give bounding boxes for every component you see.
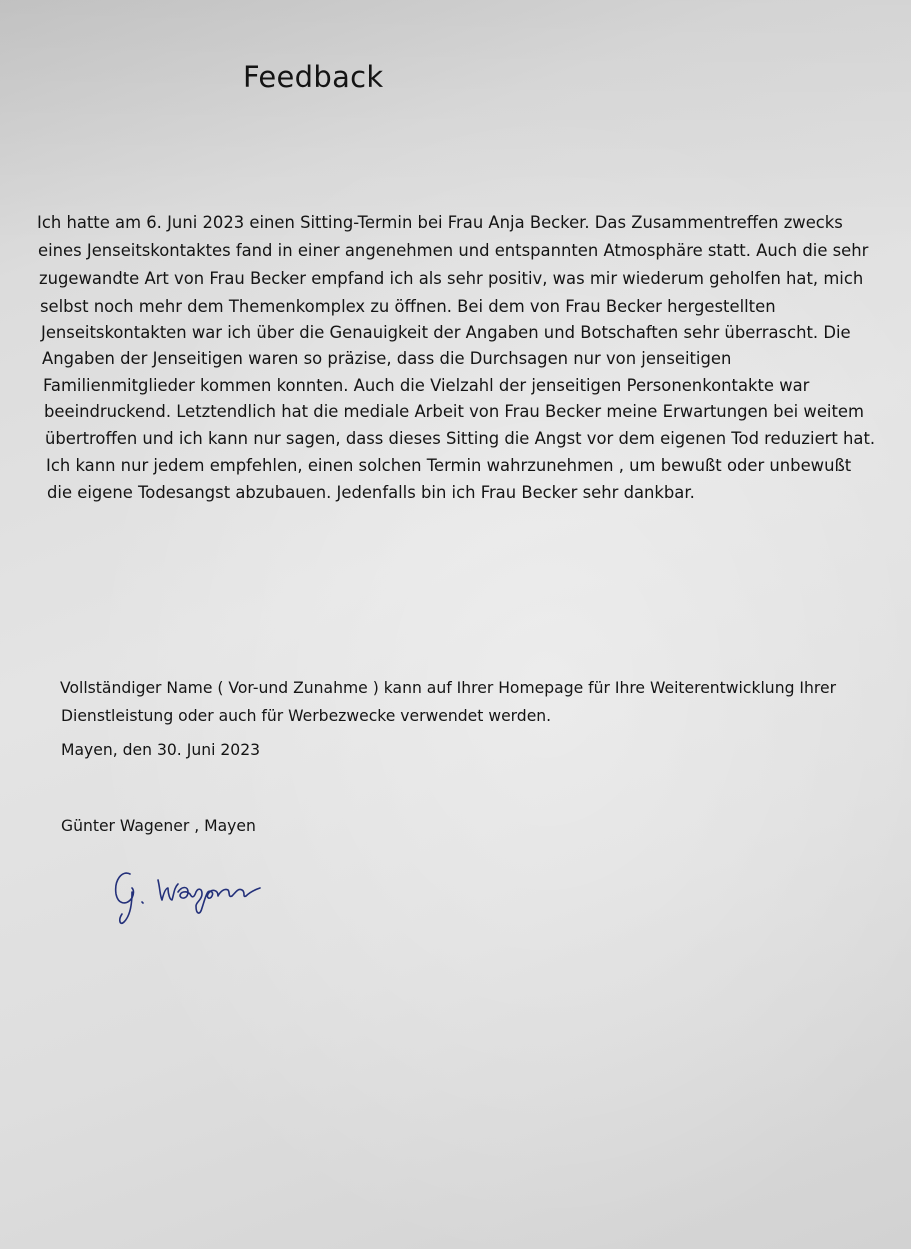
handwritten-signature bbox=[108, 862, 273, 932]
body-line-6: Angaben der Jenseitigen waren so präzise, dass die Durchsagen nur von jenseitigen bbox=[42, 349, 732, 368]
body-line-3: zugewandte Art von Frau Becker empfand ich als sehr positiv, was mir wiederum geholfen hat, mich bbox=[39, 269, 864, 288]
body-line-4: selbst noch mehr dem Themenkomplex zu öffnen. Bei dem von Frau Becker hergestellten bbox=[40, 297, 776, 316]
consent-line-1: Vollständiger Name ( Vor-und Zunahme ) kann auf Ihrer Homepage für Ihre Weiterentwicklung Ihrer bbox=[60, 679, 836, 697]
body-line-11: die eigene Todesangst abzubauen. Jedenfalls bin ich Frau Becker sehr dankbar. bbox=[47, 483, 695, 502]
body-line-1: Ich hatte am 6. Juni 2023 einen Sitting-Termin bei Frau Anja Becker. Das Zusammentreffen zwecks bbox=[37, 213, 843, 232]
body-line-2: eines Jenseitskontaktes fand in einer angenehmen und entspannten Atmosphäre statt. Auch die sehr bbox=[38, 241, 869, 260]
consent-line-2: Dienstleistung oder auch für Werbezwecke verwendet werden. bbox=[61, 707, 552, 725]
body-line-10: Ich kann nur jedem empfehlen, einen solchen Termin wahrzunehmen , um bewußt oder unbewußt bbox=[46, 456, 852, 475]
signer-name: Günter Wagener , Mayen bbox=[61, 817, 256, 835]
body-line-9: übertroffen und ich kann nur sagen, dass dieses Sitting die Angst vor dem eigenen Tod reduziert hat. bbox=[45, 429, 876, 448]
body-line-7: Familienmitglieder kommen konnten. Auch die Vielzahl der jenseitigen Personenkontakte war bbox=[43, 376, 810, 395]
body-line-8: beeindruckend. Letztendlich hat die mediale Arbeit von Frau Becker meine Erwartungen bei weitem bbox=[44, 402, 864, 421]
document-title: Feedback bbox=[243, 60, 384, 94]
place-date: Mayen, den 30. Juni 2023 bbox=[61, 741, 261, 759]
body-line-5: Jenseitskontakten war ich über die Genauigkeit der Angaben und Botschaften sehr überrascht. Die bbox=[41, 323, 851, 342]
